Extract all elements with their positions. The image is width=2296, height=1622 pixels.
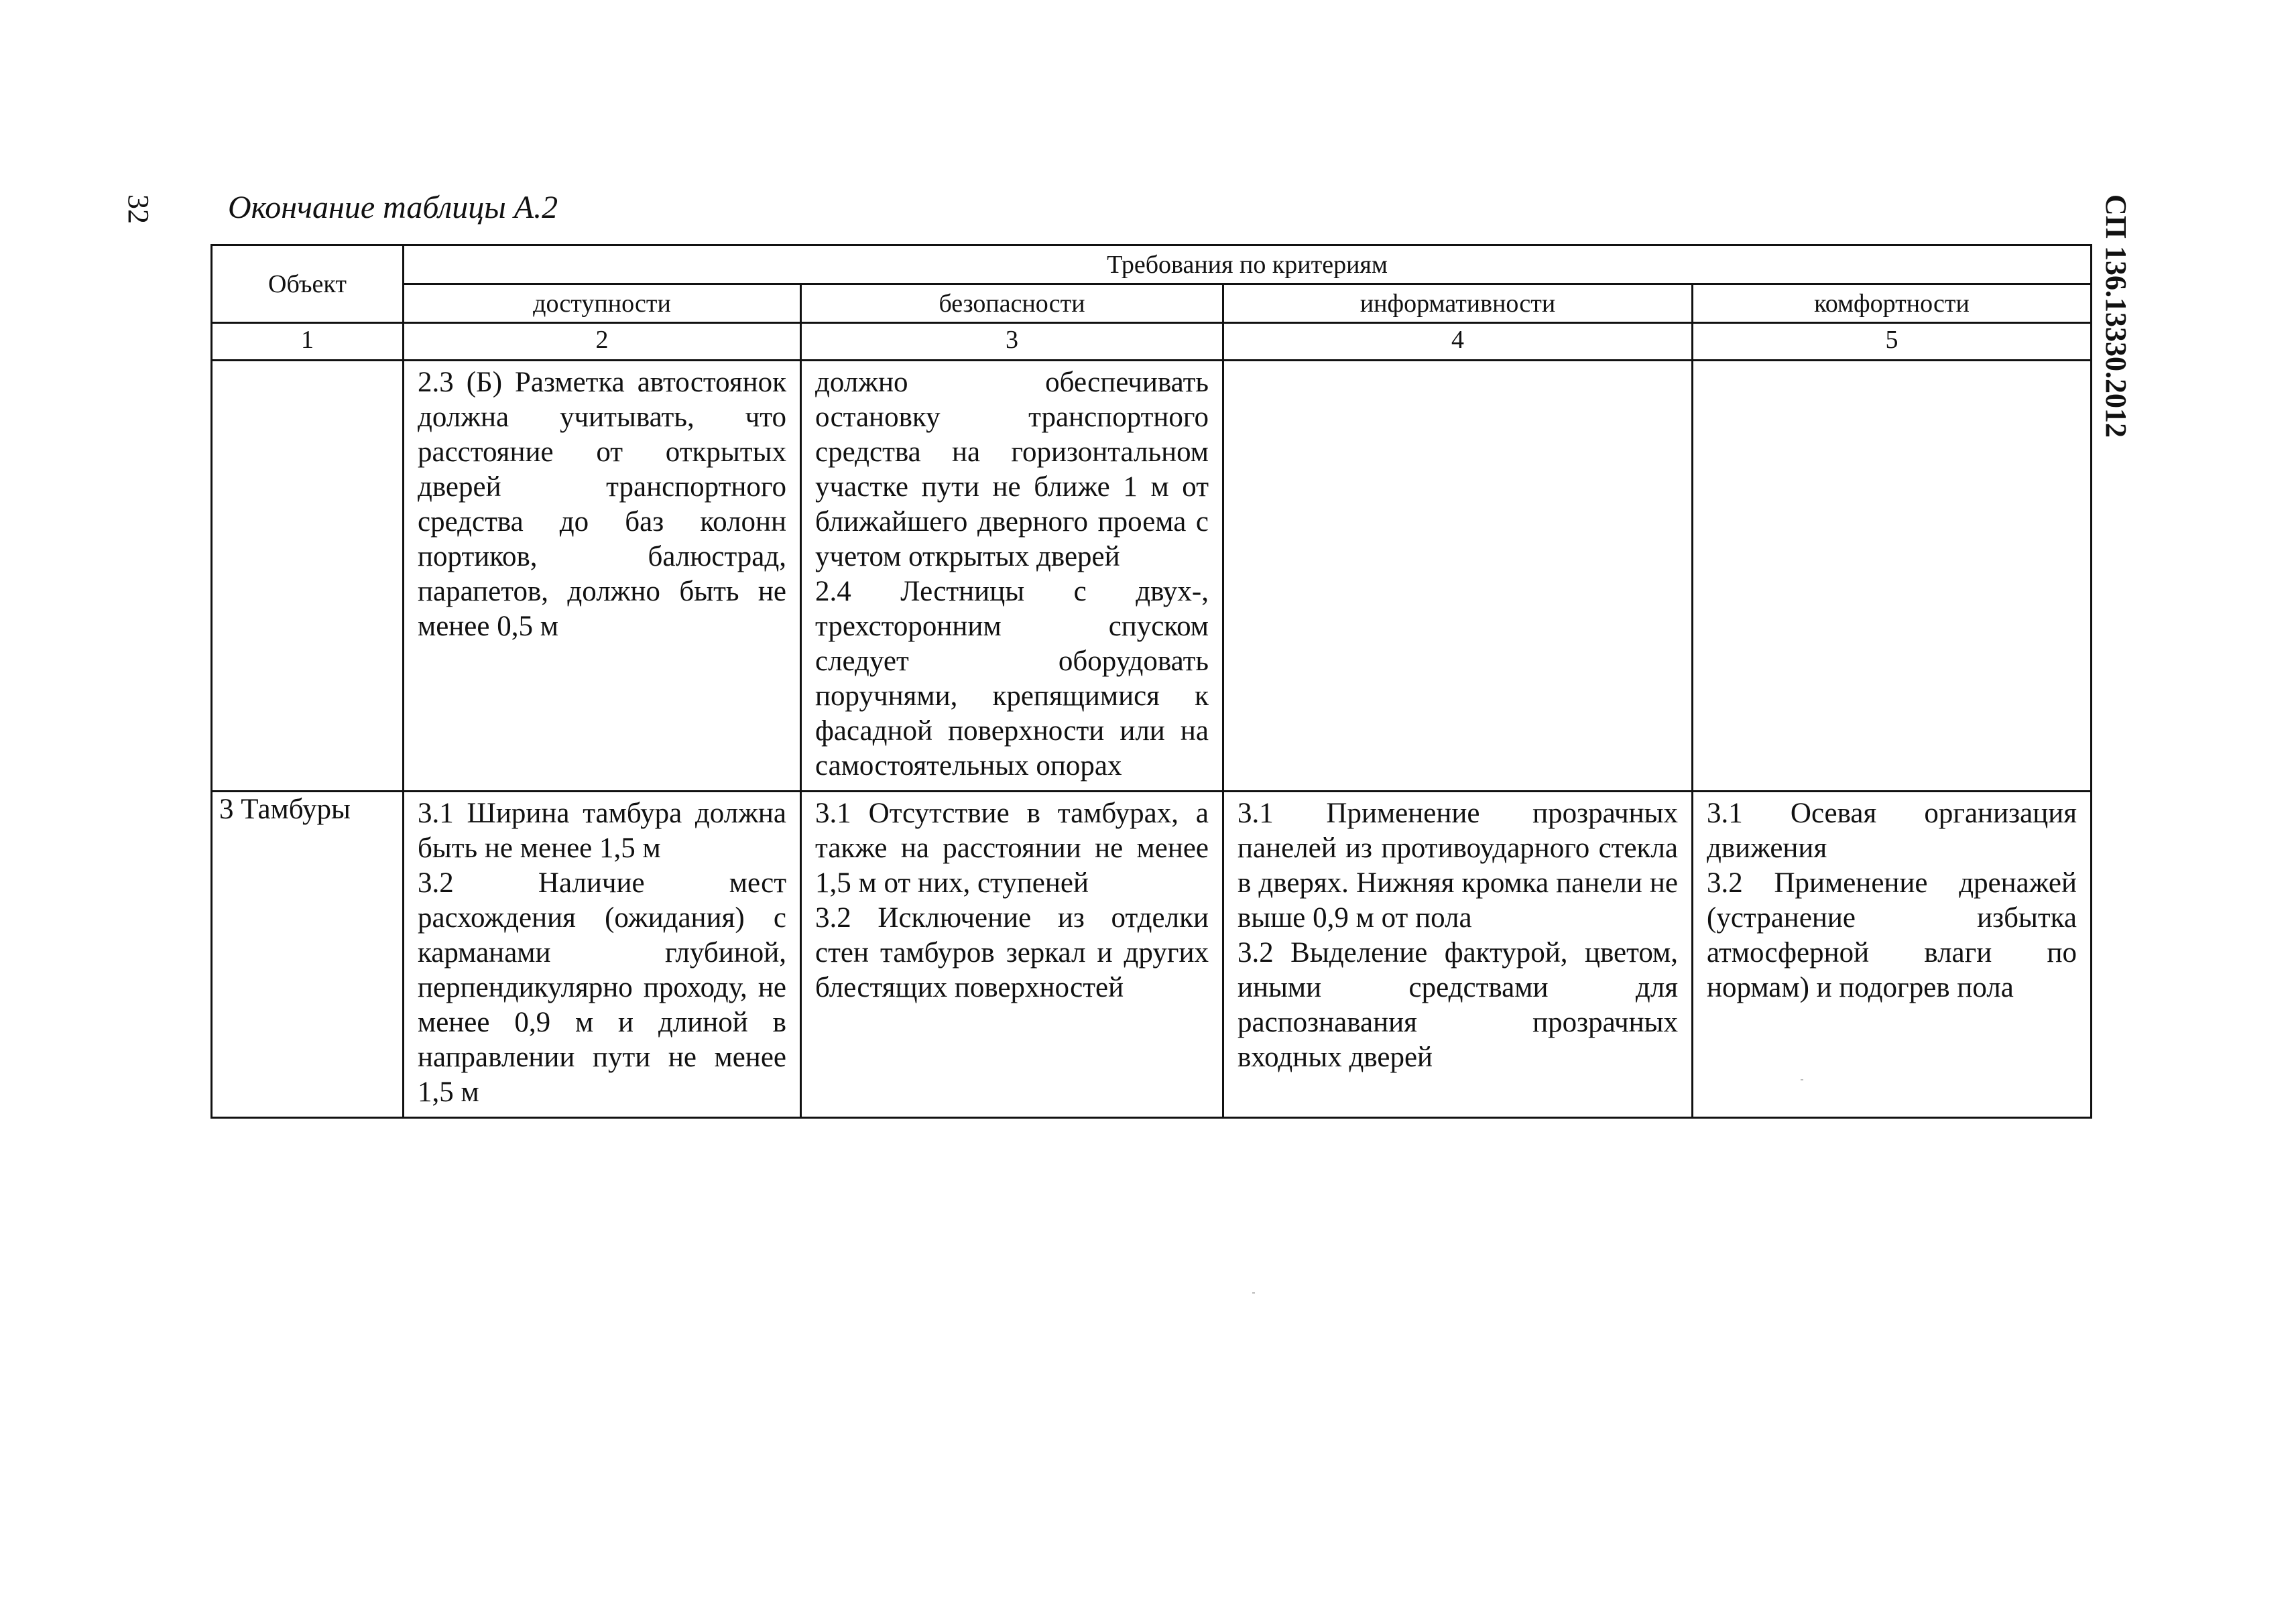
column-number: 1	[212, 323, 404, 361]
requirement-item: 3.2 Применение дренажей (устранение избытка атмосферной влаги по нормам) и подогрев пола	[1707, 867, 2077, 1003]
header-row-subcriteria	[212, 284, 2092, 323]
informativeness-cell	[1223, 361, 1693, 792]
safety-cell	[801, 361, 1223, 792]
comfort-cell	[1693, 361, 2092, 792]
document-code: СП 136.13330.2012	[2100, 194, 2132, 438]
requirement-item: 2.3 (Б) Разметка автостоянок должна учитывать, что расстояние от открытых дверей транспортного средства до баз колонн портиков, балюстрад, парапетов, должно быть не менее 0,5 м	[418, 367, 786, 642]
requirement-item: должно обеспечивать остановку транспортного средства на горизонтальном участке пути не ближе 1 м от ближайшего дверного проема с учетом открытых дверей	[815, 367, 1209, 572]
requirements-header: Требования по критериям	[404, 245, 2092, 284]
column-number-row	[212, 323, 2092, 361]
table-row	[212, 361, 2092, 792]
safety-cell	[801, 792, 1223, 1118]
requirements-table	[210, 244, 2092, 1119]
criterion-safety-header: безопасности	[801, 284, 1223, 323]
column-number: 4	[1223, 323, 1693, 361]
requirement-item: 3.2 Выделение фактурой, цветом, иными средствами для распознавания прозрачных входных дверей	[1237, 937, 1678, 1073]
requirement-item: 3.2 Исключение из отделки стен тамбуров зеркал и других блестящих поверхностей	[815, 902, 1209, 1003]
requirement-item: 2.4 Лестницы с двух-, трехсторонним спуском следует оборудовать поручнями, крепящимися к фасадной поверхности или на самостоятельных опорах	[815, 576, 1209, 782]
criterion-accessibility-header: доступности	[404, 284, 801, 323]
criterion-informativeness-header: информативности	[1223, 284, 1693, 323]
object-header: Объект	[212, 245, 404, 323]
requirement-item: 3.1 Применение прозрачных панелей из противоударного стекла в дверях. Нижняя кромка панели не выше 0,9 м от пола	[1237, 798, 1678, 934]
table-caption: Окончание таблицы А.2	[228, 190, 558, 225]
comfort-cell	[1693, 792, 2092, 1118]
requirement-item: 3.1 Осевая организация движения	[1707, 798, 2077, 864]
page-number: 32	[122, 194, 155, 224]
object-cell	[212, 361, 404, 792]
table-row	[212, 792, 2092, 1118]
accessibility-cell	[404, 361, 801, 792]
requirement-item: 3.2 Наличие мест расхождения (ожидания) с карманами глубиной, перпендикулярно проходу, не менее 0,9 м и длиной в направлении пути не менее 1,5 м	[418, 867, 786, 1108]
criterion-comfort-header: комфортности	[1693, 284, 2092, 323]
object-cell: 3 Тамбуры	[212, 792, 404, 1118]
scan-speck	[1801, 1079, 1803, 1080]
requirement-item: 3.1 Ширина тамбура должна быть не менее 1,5 м	[418, 798, 786, 864]
accessibility-cell	[404, 792, 801, 1118]
scan-speck	[1252, 1292, 1255, 1294]
header-row-criteria	[212, 245, 2092, 284]
column-number: 3	[801, 323, 1223, 361]
column-number: 5	[1693, 323, 2092, 361]
requirement-item: 3.1 Отсутствие в тамбурах, а также на расстоянии не менее 1,5 м от них, ступеней	[815, 798, 1209, 899]
informativeness-cell	[1223, 792, 1693, 1118]
column-number: 2	[404, 323, 801, 361]
